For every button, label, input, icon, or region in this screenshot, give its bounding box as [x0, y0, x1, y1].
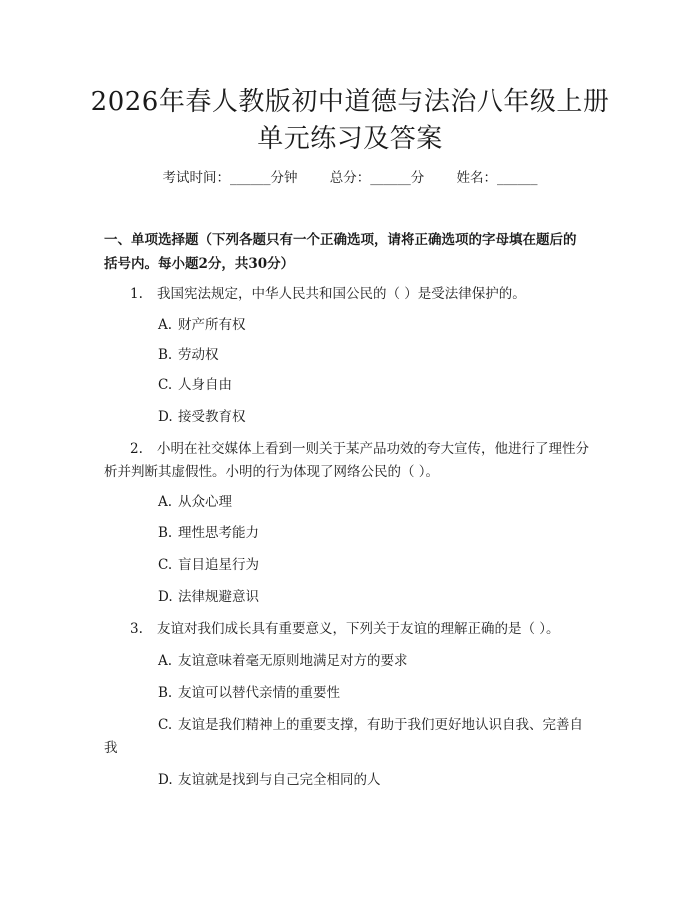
option-text: 接受教育权 [178, 409, 246, 425]
exam-info [0, 168, 700, 188]
option-2a [158, 490, 232, 514]
option-letter: A. [158, 653, 173, 669]
option-text: 理性思考能力 [178, 525, 259, 541]
option-text: 友谊是我们精神上的重要支撑，有助于我们更好地认识自我、完善自 [178, 717, 583, 733]
section-heading-line1: 一、单项选择题（下列各题只有一个正确选项，请将正确选项的字母填在题后的 [104, 232, 577, 248]
option-text: 财产所有权 [178, 317, 246, 333]
question-1 [130, 282, 526, 306]
document-title-line2: 单元练习及答案 [257, 124, 443, 154]
option-text: 法律规避意识 [178, 589, 259, 605]
option-letter: D. [158, 772, 173, 788]
option-2c [158, 553, 259, 577]
option-text: 友谊意味着毫无原则地满足对方的要求 [178, 653, 408, 669]
option-text: 盲目追星行为 [178, 557, 259, 573]
section-heading [104, 228, 604, 276]
option-3a [158, 649, 408, 673]
total-score-field: 总分：______分 [329, 170, 425, 186]
option-3b [158, 681, 340, 705]
option-text: 友谊就是找到与自己完全相同的人 [178, 772, 381, 788]
question-2 [130, 437, 589, 461]
option-letter: C. [158, 557, 173, 573]
option-letter: B. [158, 347, 173, 363]
question-3 [130, 617, 560, 641]
question-number: 3. [130, 621, 143, 637]
option-3d [158, 768, 381, 792]
section-heading-line2: 括号内。每小题2分，共30分） [104, 256, 295, 272]
option-3c [158, 713, 583, 737]
option-1c [158, 373, 232, 397]
question-text: 友谊对我们成长具有重要意义，下列关于友谊的理解正确的是（ ）。 [157, 621, 560, 637]
exam-time-field: 考试时间：______分钟 [162, 170, 298, 186]
option-letter: C. [158, 717, 173, 733]
question-number: 2. [130, 441, 143, 457]
option-letter: C. [158, 377, 173, 393]
option-letter: A. [158, 494, 173, 510]
option-text: 从众心理 [178, 494, 232, 510]
option-letter: D. [158, 589, 173, 605]
option-text: 人身自由 [178, 377, 232, 393]
option-letter: D. [158, 409, 173, 425]
option-letter: A. [158, 317, 173, 333]
name-field: 姓名：______ [456, 170, 538, 186]
question-2-line2: 析并判断其虚假性。小明的行为体现了网络公民的（ ）。 [104, 464, 440, 480]
option-letter: B. [158, 685, 173, 701]
question-text: 我国宪法规定，中华人民共和国公民的（ ）是受法律保护的。 [157, 286, 526, 302]
option-2b [158, 521, 259, 545]
option-text: 劳动权 [178, 347, 219, 363]
option-1a [158, 313, 246, 337]
document-title-line1: 2026年春人教版初中道德与法治八年级上册 [90, 87, 610, 117]
option-letter: B. [158, 525, 173, 541]
option-1d [158, 405, 246, 429]
question-text: 小明在社交媒体上看到一则关于某产品功效的夸大宣传，他进行了理性分 [157, 441, 589, 457]
option-text: 友谊可以替代亲情的重要性 [178, 685, 340, 701]
option-2d [158, 585, 259, 609]
question-number: 1. [130, 286, 143, 302]
option-1b [158, 343, 219, 367]
option-3c-wrap: 我 [104, 740, 118, 756]
